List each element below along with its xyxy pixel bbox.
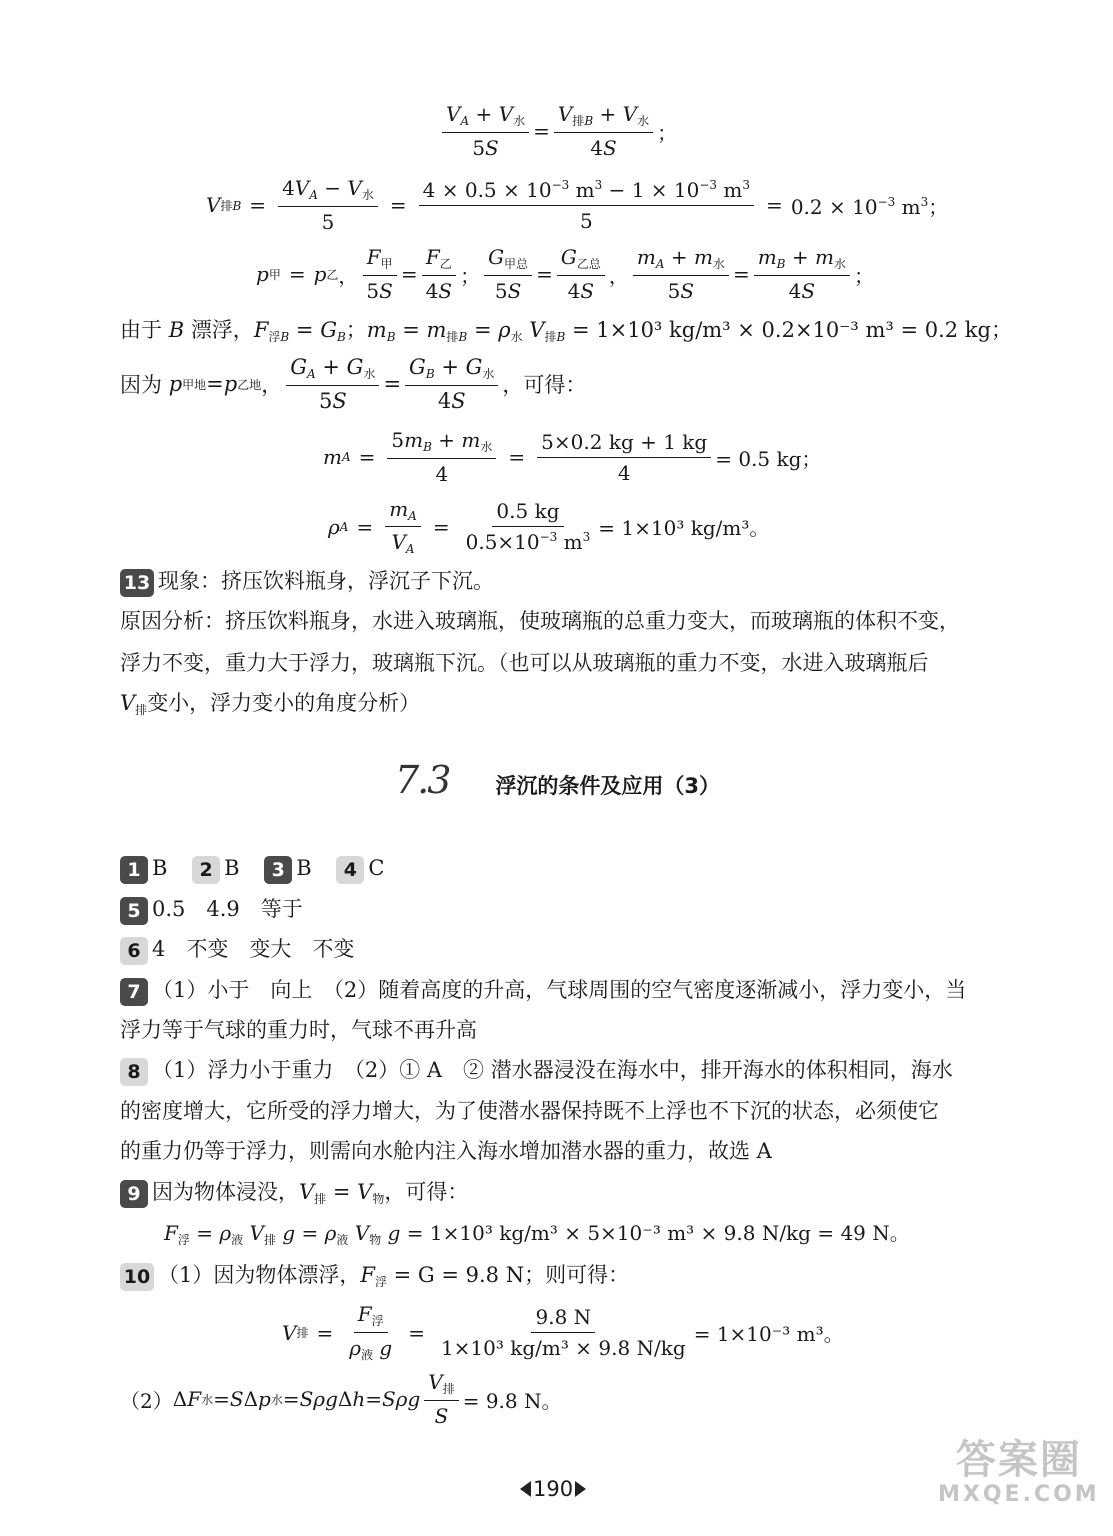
answer-9-line-1: 9 因为物体浸没，$V_排 = V_物$，可得：: [120, 1177, 468, 1214]
answer-5: 5 0.5 4.9 等于: [120, 894, 303, 925]
answer-6: 6 4 不变 变大 不变: [120, 934, 354, 965]
answer-10-line-3: （2） Δ F 水 = S Δ p 水 = Sρg Δ h = Sρg $V_排$ S = 9.8 N。: [120, 1370, 562, 1428]
section-title: 浮沉的条件及应用（3）: [495, 774, 721, 798]
equation-1: $V_A + V_水$ 5S = $V_{排B} + V_水$ 4S ；: [438, 102, 677, 160]
problem-13-line-4: $V_排$变小，浮力变小的角度分析）: [120, 691, 421, 717]
problem-13-line-3: 浮力不变，重力大于浮力，玻璃瓶下沉。（也可以从玻璃瓶的重力不变，水进入玻璃瓶后: [120, 651, 929, 675]
text-line-5: 因为 p 甲地 = p 乙地 ， $G_A + G_水$ 5S = $G_B + G_水$ 4S ，可得：: [120, 355, 587, 413]
answer-7-line-1: 7 （1）小于 向上 （2）随着高度的升高，气球周围的空气密度逐渐减小，浮力变小，当: [120, 975, 966, 1006]
equation-2: V 排B = $4V_A - V_水$ 5 = $\frac{4 \times 0.5 \times 10^{-3} m^3 - 1 \times 10^{-3} m^3}{5}$ = $0.2 \times 10^{-3}$ $m^3$；: [206, 176, 949, 234]
answer-7-line-2: 浮力等于气球的重力时，气球不再升高: [120, 1018, 477, 1042]
equation-3: p 甲 = p 乙 ， $F_甲$ 5S = $F_乙$ 4S ； $G_{甲总}$ 5S = $G_{乙总}$ 4S ， $m_A + m_水$ 5S = $m_B + m_水$ 4S ；: [256, 245, 874, 303]
equation-7: ρ A = $\frac{m_A}{V_A}$ = $\frac{0.5 kg}{0.5\times 10^{-3} m^3}$ = 1×10³ kg/m³。: [328, 497, 770, 556]
answer-8-line-3: 的重力仍等于浮力，则需向水舱内注入海水增加潜水器的重力，故选 A: [120, 1139, 772, 1163]
right-triangle-icon: [575, 1481, 586, 1497]
left-triangle-icon: [520, 1481, 531, 1497]
answers-1-4: 1 B 2 B 3 B 4 C: [120, 853, 384, 884]
equation-6: m A = $5m_B + m_水$ 4 = $\frac{5\times 0.2 kg + 1 kg}{4}$ = 0.5 kg；: [323, 428, 822, 486]
page-number: 190: [520, 1477, 586, 1501]
answer-10-equation: V 排 = $F_浮$ $\rho_液$ g = $\frac{9.8 N}{\text{1×10³ kg/m³ × 9.8 N/kg}}$ = 1×10⁻³ m³。: [282, 1302, 844, 1362]
answer-8-line-2: 的密度增大，它所受的浮力增大，为了使潜水器保持既不上浮也不下沉的状态，必须使它: [120, 1099, 939, 1123]
answer-9-line-2: $F_浮 = \rho_液$ $V_排$ $g = \rho_液$ $V_物$ g = 1×10³ kg/m³ × 5×10⁻³ m³ × 9.8 N/kg = 49 N。: [164, 1221, 910, 1247]
answer-8-line-1: 8 （1）浮力小于重力 （2）① A ② 潜水器浸没在海水中，排开海水的体积相同，海水: [120, 1055, 953, 1086]
problem-13-line-2: 原因分析：挤压饮料瓶身，水进入玻璃瓶，使玻璃瓶的总重力变大，而玻璃瓶的体积不变，: [120, 609, 960, 633]
section-header: [395, 758, 720, 802]
eq6-numerator: 5×0.2 kg + 1 kg: [537, 430, 711, 458]
problem-13-line-1: 13 现象：挤压饮料瓶身，浮沉子下沉。: [120, 566, 494, 597]
section-number: 7.3: [395, 758, 450, 802]
text-line-4: 由于 B 漂浮，$F_{浮B} = G_B$；$m_B = m_{排B} = \rho_水$ $V_{排B} = 1\times 10^3$ kg/m³ × 0.2×10⁻³ m³ = 0.2 kg；: [120, 318, 1012, 344]
eq7-numerator: 0.5 kg: [492, 499, 563, 527]
watermark: 答案圈 MXQE.COM: [938, 1437, 1100, 1507]
answer-10-line-1: 10 （1）因为物体漂浮，$F_浮 = G = 9.8$ N；则可得：: [120, 1260, 629, 1297]
problem-number-13: 13: [120, 569, 154, 597]
